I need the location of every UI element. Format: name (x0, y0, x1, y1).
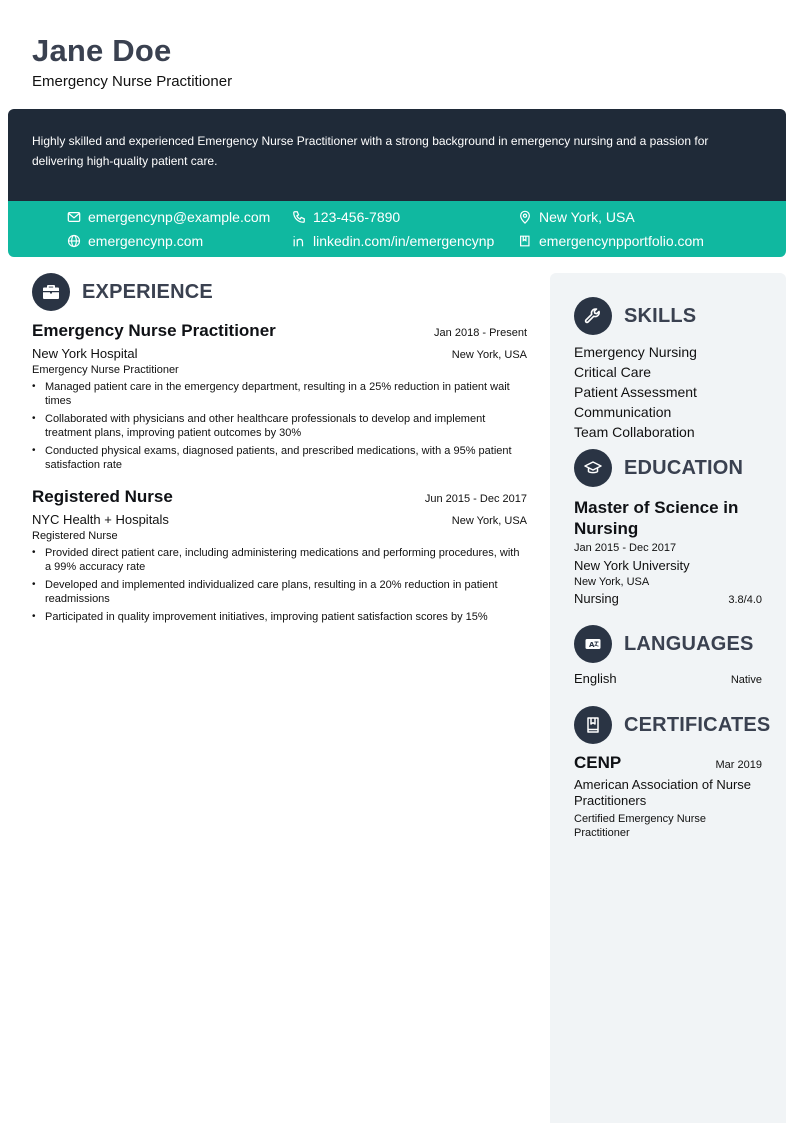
contact-phone-text: 123-456-7890 (313, 209, 401, 225)
education-field: Nursing (574, 591, 619, 606)
skill-item: Critical Care (574, 364, 652, 380)
education-school: New York University (574, 558, 690, 573)
candidate-name: Jane Doe (32, 33, 172, 68)
summary-text: Highly skilled and experienced Emergency Nurse Practitioner with a strong background in emergency nursing and a passion for delivering high-quality patient care. (32, 134, 709, 168)
contact-bar (8, 201, 786, 257)
graduation-cap-icon (583, 458, 603, 478)
certificate-issuer: American Association of Nurse Practitioners (574, 777, 752, 808)
skill-item: Patient Assessment (574, 384, 697, 400)
contact-linkedin-text: linkedin.com/in/emergencynp (313, 233, 495, 249)
job-bullet: • Managed patient care in the emergency department, resulting in a 25% reduction in patient wait times (32, 380, 527, 408)
contact-phone[interactable] (292, 209, 400, 225)
job-bullet: • Provided direct patient care, including administering medications and performing procedures, with a 99% accuracy rate (32, 546, 527, 574)
job-company: NYC Health + Hospitals (32, 512, 169, 527)
candidate-title: Emergency Nurse Practitioner (32, 73, 233, 90)
wrench-icon (583, 306, 603, 326)
contact-website[interactable] (67, 233, 203, 249)
contact-email[interactable] (67, 209, 270, 225)
translate-icon-circle (574, 625, 612, 663)
language-name: English (574, 671, 617, 686)
main-column (32, 273, 527, 628)
experience-heading (32, 273, 527, 311)
skills-title: SKILLS (624, 304, 697, 327)
contact-portfolio[interactable] (518, 233, 704, 249)
job-entry (32, 487, 527, 624)
job-bullet: • Collaborated with physicians and other healthcare professionals to develop and implement treatment plans, improving patient outcomes by 30% (32, 412, 527, 440)
job-bullets (32, 546, 527, 624)
certificate-book-icon (583, 715, 603, 735)
email-icon (67, 210, 81, 224)
skill-item: Communication (574, 404, 672, 420)
education-entry (574, 497, 762, 606)
education-heading (574, 449, 762, 487)
job-bullets (32, 380, 527, 472)
languages-heading (574, 625, 762, 663)
certificate-name: CENP (574, 753, 622, 772)
linkedin-icon (292, 234, 306, 248)
job-role: Registered Nurse (32, 530, 118, 542)
contact-portfolio-text: emergencynpportfolio.com (539, 233, 704, 249)
language-level: Native (730, 674, 762, 686)
skill-item: Team Collaboration (574, 424, 695, 440)
education-title: EDUCATION (624, 456, 744, 479)
job-date: Jun 2015 - Dec 2017 (424, 493, 527, 505)
briefcase-icon (41, 282, 61, 302)
certificates-title: CERTIFICATES (624, 713, 771, 736)
education-gpa: 3.8/4.0 (728, 594, 762, 606)
certificate-book-icon-circle (574, 706, 612, 744)
certificate-date: Mar 2019 (715, 759, 762, 771)
svg-text:A: A (589, 641, 595, 649)
phone-icon (292, 210, 306, 224)
certificate-description: Certified Emergency Nurse Practitioner (574, 813, 707, 839)
contact-location (518, 209, 635, 225)
resume-header (32, 33, 232, 91)
job-title: Emergency Nurse Practitioner (32, 321, 276, 340)
job-title: Registered Nurse (32, 487, 173, 506)
job-bullet: • Participated in quality improvement initiatives, improving patient satisfaction scores by 15% (32, 610, 527, 624)
education-date: Jan 2015 - Dec 2017 (574, 542, 677, 554)
job-company: New York Hospital (32, 346, 138, 361)
certificates-heading (574, 706, 771, 744)
languages-title: LANGUAGES (624, 632, 754, 655)
portfolio-book-icon (518, 234, 532, 248)
contact-website-text: emergencynp.com (88, 233, 204, 249)
skills-list (574, 342, 762, 442)
wrench-icon-circle (574, 297, 612, 335)
language-item (574, 671, 762, 686)
briefcase-icon-circle (32, 273, 70, 311)
translate-icon (583, 634, 603, 654)
education-location: New York, USA (574, 576, 650, 588)
job-role: Emergency Nurse Practitioner (32, 364, 179, 376)
skills-heading (574, 297, 762, 335)
job-bullet: • Conducted physical exams, diagnosed patients, and prescribed medications, with a 95% patient satisfaction rate (32, 444, 527, 472)
globe-icon (67, 234, 81, 248)
certificate-entry (574, 753, 762, 840)
location-pin-icon (518, 210, 532, 224)
job-bullet: • Developed and implemented individualized care plans, resulting in a 20% reduction in patient readmissions (32, 578, 527, 606)
education-degree: Master of Science in Nursing (574, 498, 739, 538)
experience-title: EXPERIENCE (82, 280, 213, 303)
contact-email-text: emergencynp@example.com (88, 209, 271, 225)
sidebar (550, 273, 786, 1123)
contact-linkedin[interactable] (292, 233, 494, 249)
skill-item: Emergency Nursing (574, 344, 697, 360)
job-location: New York, USA (451, 349, 527, 361)
contact-location-text: New York, USA (539, 209, 635, 225)
job-location: New York, USA (451, 515, 527, 527)
job-date: Jan 2018 - Present (434, 327, 527, 339)
graduation-cap-icon-circle (574, 449, 612, 487)
job-entry (32, 321, 527, 472)
summary-block (8, 109, 786, 201)
